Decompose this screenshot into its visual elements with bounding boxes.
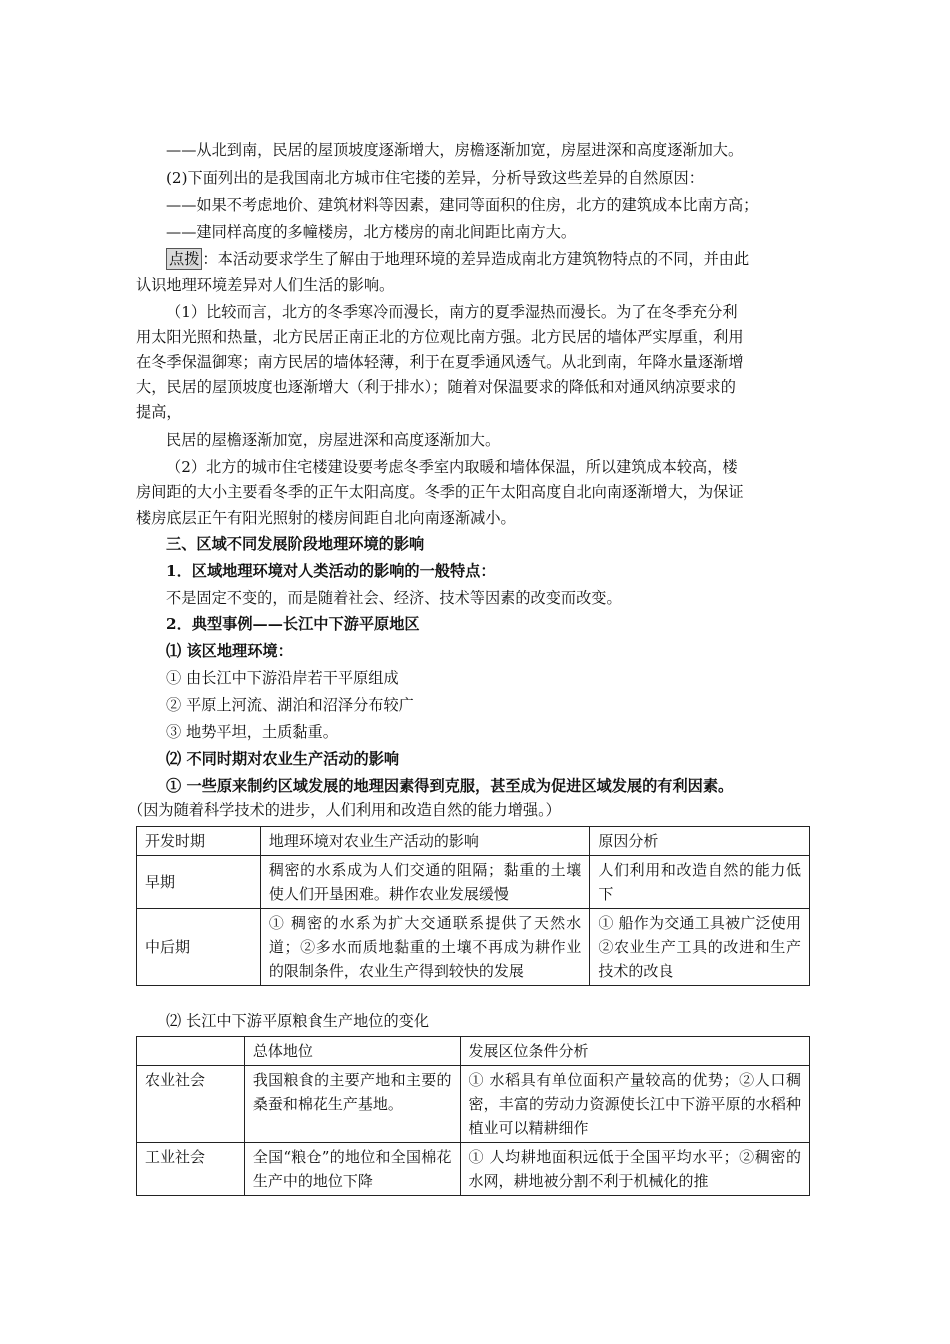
text-line: 在冬季保温御寒；南方民居的墙体轻薄，利于在夏季通风透气。从北到南，年降水量逐渐增 (136, 353, 744, 371)
table-row (137, 1066, 810, 1143)
table-cell: 人们利用和改造自然的能力低下 (590, 856, 810, 909)
table-cell: 农业社会 (137, 1066, 245, 1143)
section-heading: 三、区域不同发展阶段地理环境的影响 (166, 535, 425, 553)
text-line: 大，民居的屋顶坡度也逐渐增大（利于排水）；随着对保温要求的降低和对通风纳凉要求的 (136, 378, 736, 396)
list-item: ① 由长江中下游沿岸若干平原组成 (166, 669, 399, 687)
table-header-cell: 开发时期 (137, 827, 261, 856)
text-line: 认识地理环境差异对人们生活的影响。 (136, 276, 395, 294)
table-header-cell: 总体地位 (244, 1037, 460, 1066)
table-cell: ① 人均耕地面积远低于全国平均水平；②稠密的水网，耕地被分割不利于机械化的推 (460, 1143, 809, 1196)
table-cell: 稠密的水系成为人们交通的阻隔；黏重的土壤使人们开垦困难。耕作农业发展缓慢 (260, 856, 589, 909)
table-header-row (137, 1037, 810, 1066)
text-line: ——建同样高度的多幢楼房，北方楼房的南北间距比南方大。 (166, 223, 577, 241)
item-heading: ⑵ 不同时期对农业生产活动的影响 (166, 750, 400, 768)
table-cell: ① 稠密的水系为扩大交通联系提供了天然水道；②多水而质地黏重的土壤不再成为耕作业的限制条件，农业生产得到较快的发展 (260, 909, 589, 986)
table-row (137, 1143, 810, 1196)
subsection-heading: 1．区域地理环境对人类活动的影响的一般特点： (166, 562, 496, 580)
table-header-cell: 原因分析 (590, 827, 810, 856)
text-line: 民居的屋檐逐渐加宽，房屋进深和高度逐渐加大。 (166, 431, 501, 449)
grain-status-table (136, 1036, 810, 1196)
table-cell: 工业社会 (137, 1143, 245, 1196)
list-item: ② 平原上河流、湖泊和沼泽分布较广 (166, 696, 414, 714)
item-heading: ⑴ 该区地理环境： (166, 642, 293, 660)
text-line: 用太阳光照和热量，北方民居正南正北的方位观比南方强。北方民居的墙体严实厚重，利用 (136, 328, 744, 346)
table-caption: ⑵ 长江中下游平原粮食生产地位的变化 (166, 1012, 430, 1030)
table-row (137, 856, 810, 909)
list-item: ③ 地势平坦，土质黏重。 (166, 723, 338, 741)
text-line: （因为随着科学技术的进步，人们利用和改造自然的能力增强。） (128, 801, 561, 819)
table-cell: ① 船作为交通工具被广泛使用②农业生产工具的改进和生产技术的改良 (590, 909, 810, 986)
text-line: 房间距的大小主要看冬季的正午太阳高度。冬季的正午太阳高度自北向南逐渐增大，为保证 (136, 483, 744, 501)
table-header-cell: 发展区位条件分析 (460, 1037, 809, 1066)
table-cell: ① 水稻具有单位面积产量较高的优势；②人口稠密，丰富的劳动力资源使长江中下游平原的水稻种植业可以精耕细作 (460, 1066, 809, 1143)
text-line: 提高， (136, 403, 182, 421)
table-header-cell (137, 1037, 245, 1066)
text-line: (2)下面列出的是我国南北方城市住宅搂的差异，分析导致这些差异的自然原因： (166, 169, 704, 187)
table-cell: 早期 (137, 856, 261, 909)
list-item: ① 一些原来制约区域发展的地理因素得到克服，甚至成为促进区域发展的有利因素。 (166, 777, 734, 795)
table-header-cell: 地理环境对农业生产活动的影响 (260, 827, 589, 856)
table-header-row (137, 827, 810, 856)
table-cell: 全国“粮仓”的地位和全国棉花生产中的地位下降 (244, 1143, 460, 1196)
table-row (137, 909, 810, 986)
table-cell: 我国粮食的主要产地和主要的桑蚕和棉花生产基地。 (244, 1066, 460, 1143)
hint-tag: 点拨 (166, 248, 202, 270)
development-table (136, 826, 810, 986)
text-line: ——从北到南，民居的屋顶坡度逐渐增大，房檐逐渐加宽，房屋进深和高度逐渐加大。 (166, 141, 744, 159)
table-cell: 中后期 (137, 909, 261, 986)
text-line: 点拨 ：本活动要求学生了解由于地理环境的差异造成南北方建筑物特点的不同，并由此 (166, 247, 749, 271)
text-line: （2）北方的城市住宅楼建设要考虑冬季室内取暖和墙体保温，所以建筑成本较高，楼 (166, 458, 738, 476)
text-line: ——如果不考虑地价、建筑材料等因素，建同等面积的住房，北方的建筑成本比南方高； (166, 196, 759, 214)
text-line: 不是固定不变的，而是随着社会、经济、技术等因素的改变而改变。 (166, 589, 622, 607)
text-line: （1）比较而言，北方的冬季寒冷而漫长，南方的夏季湿热而漫长。为了在冬季充分利 (166, 303, 738, 321)
subsection-heading: 2．典型事例——长江中下游平原地区 (166, 615, 420, 633)
text-line: 楼房底层正午有阳光照射的楼房间距自北向南逐渐减小。 (136, 509, 516, 527)
